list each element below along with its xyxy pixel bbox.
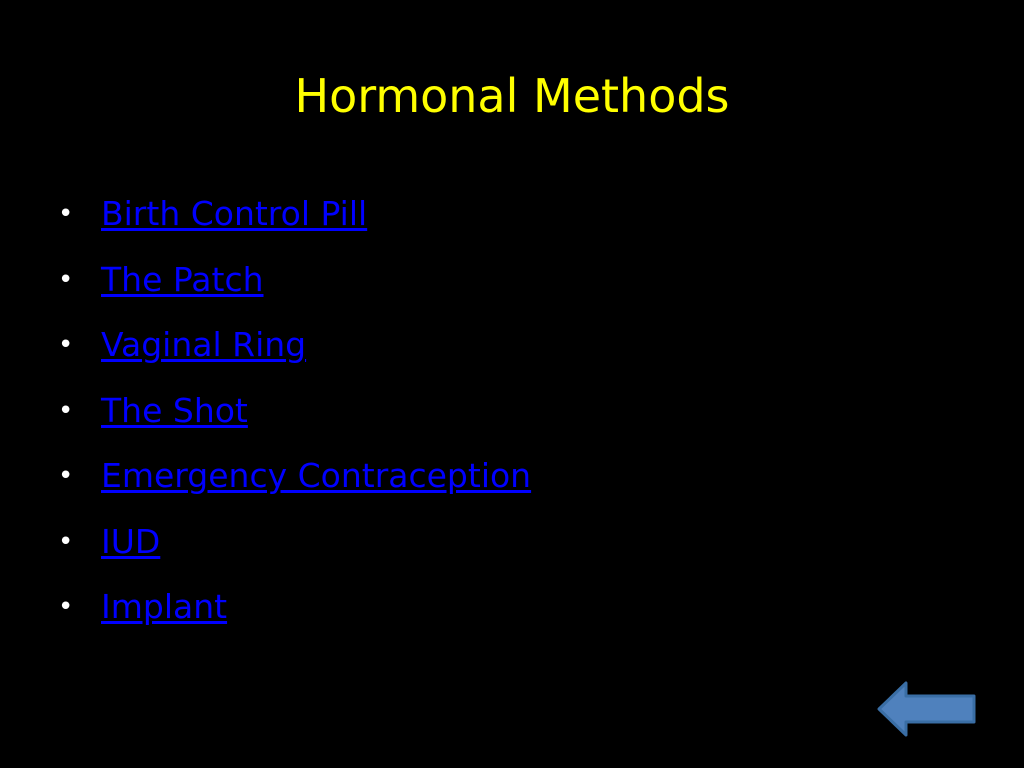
list-item-birth-control-pill	[58, 188, 531, 254]
bullet-icon: •	[58, 526, 74, 557]
list-item-emergency-contraception	[58, 450, 531, 516]
link-emergency-contraception[interactable]: Emergency Contraception	[101, 456, 532, 495]
link-vaginal-ring[interactable]: Vaginal Ring	[101, 325, 307, 364]
link-the-shot[interactable]: The Shot	[101, 390, 248, 430]
left-arrow-icon	[876, 680, 978, 738]
bullet-icon: •	[58, 461, 74, 491]
list-item-implant	[58, 581, 531, 647]
slide-title: Hormonal Methods	[294, 69, 730, 123]
list-item-the-patch	[58, 254, 531, 320]
back-button[interactable]	[876, 680, 978, 738]
list-item-vaginal-ring	[58, 319, 531, 385]
bullet-icon: •	[58, 592, 74, 622]
list-item-the-shot	[58, 385, 531, 451]
bullet-icon: •	[58, 330, 74, 360]
bullet-icon: •	[58, 199, 74, 229]
hormonal-methods-list	[58, 188, 531, 647]
bullet-icon: •	[58, 395, 74, 426]
link-birth-control-pill[interactable]: Birth Control Pill	[101, 194, 368, 233]
bullet-icon: •	[58, 264, 74, 295]
link-the-patch[interactable]: The Patch	[101, 259, 264, 299]
link-iud[interactable]: IUD	[101, 521, 161, 561]
list-item-iud	[58, 516, 531, 582]
link-implant[interactable]: Implant	[101, 587, 228, 626]
